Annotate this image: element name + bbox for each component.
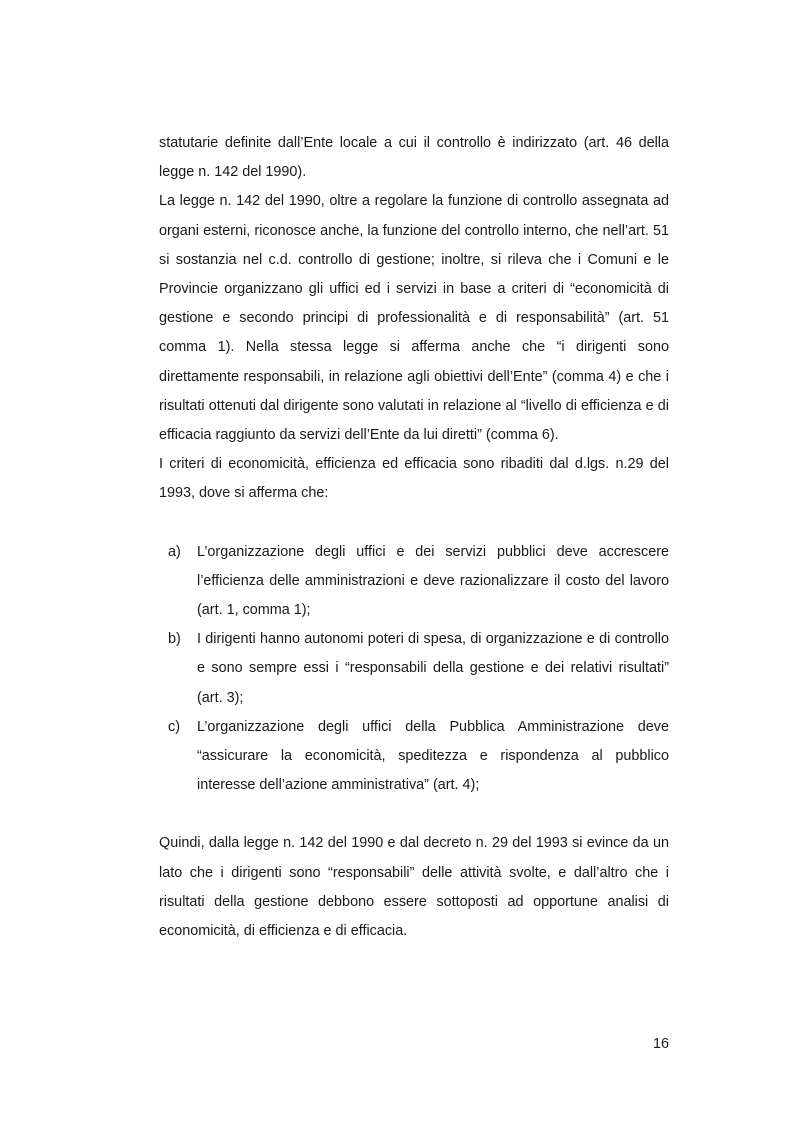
paragraph-criteri: I criteri di economicità, efficienza ed efficacia sono ribaditi dal d.lgs. n.29 del 1993, dove si afferma che: [159,456,669,502]
list-item-text: I dirigenti hanno autonomi poteri di spesa, di organizzazione e di controllo e sono sempre essi i “responsabili della gestione e dei relativi risultati” (art. 3); [197,631,669,706]
list-item-text: L’organizzazione degli uffici della Pubblica Amministrazione deve “assicurare la economicità, speditezza e rispondenza al pubblico interesse dell’azione amministrativa” (art. 4); [197,718,669,794]
page-number: 16 [652,1036,669,1052]
list-marker: a) [168,543,181,560]
list-marker: c) [168,718,180,735]
paragraph-legge-142: La legge n. 142 del 1990, oltre a regolare la funzione di controllo assegnata ad organi esterni, riconosce anche, la funzione del controllo interno, che nell’art. 51 si sostanzia nel c.d. controllo di gestione; inoltre, si rileva che i Comuni e le Provincie organizzano gli uffici ed i servizi in base a criteri di “economicità di gestione e secondo principi di professionalità e di responsabilità” (art. 51 comma 1). Nella stessa legge si afferma anche che “i dirigenti sono direttamente responsabili, in relazione agli obiettivi dell’Ente” (comma 4) e che i risultati ottenuti dal dirigente sono valutati in relazione al “livello di efficienza e di efficacia raggiunto da servizi dell’Ente da lui diretti” (comma 6). [159,193,669,444]
list-item-text: L’organizzazione degli uffici e dei servizi pubblici deve accrescere l’efficienza delle amministrazioni e deve razionalizzare il costo del lavoro (art. 1, comma 1); [197,543,669,619]
provisions-list [159,538,669,801]
paragraph-continuation: statutarie definite dall’Ente locale a cui il controllo è indirizzato (art. 46 della legge n. 142 del 1990). [159,135,669,181]
page-body [159,129,669,946]
list-marker: b) [168,631,181,648]
list-item [159,713,669,801]
paragraph-conclusion: Quindi, dalla legge n. 142 del 1990 e dal decreto n. 29 del 1993 si evince da un lato che i dirigenti sono “responsabili” delle attività svolte, e dall’altro che i risultati della gestione debbono essere sottoposti ad opportune analisi di economicità, di efficienza e di efficacia. [159,835,669,940]
list-item [159,538,669,626]
list-item [159,625,669,713]
